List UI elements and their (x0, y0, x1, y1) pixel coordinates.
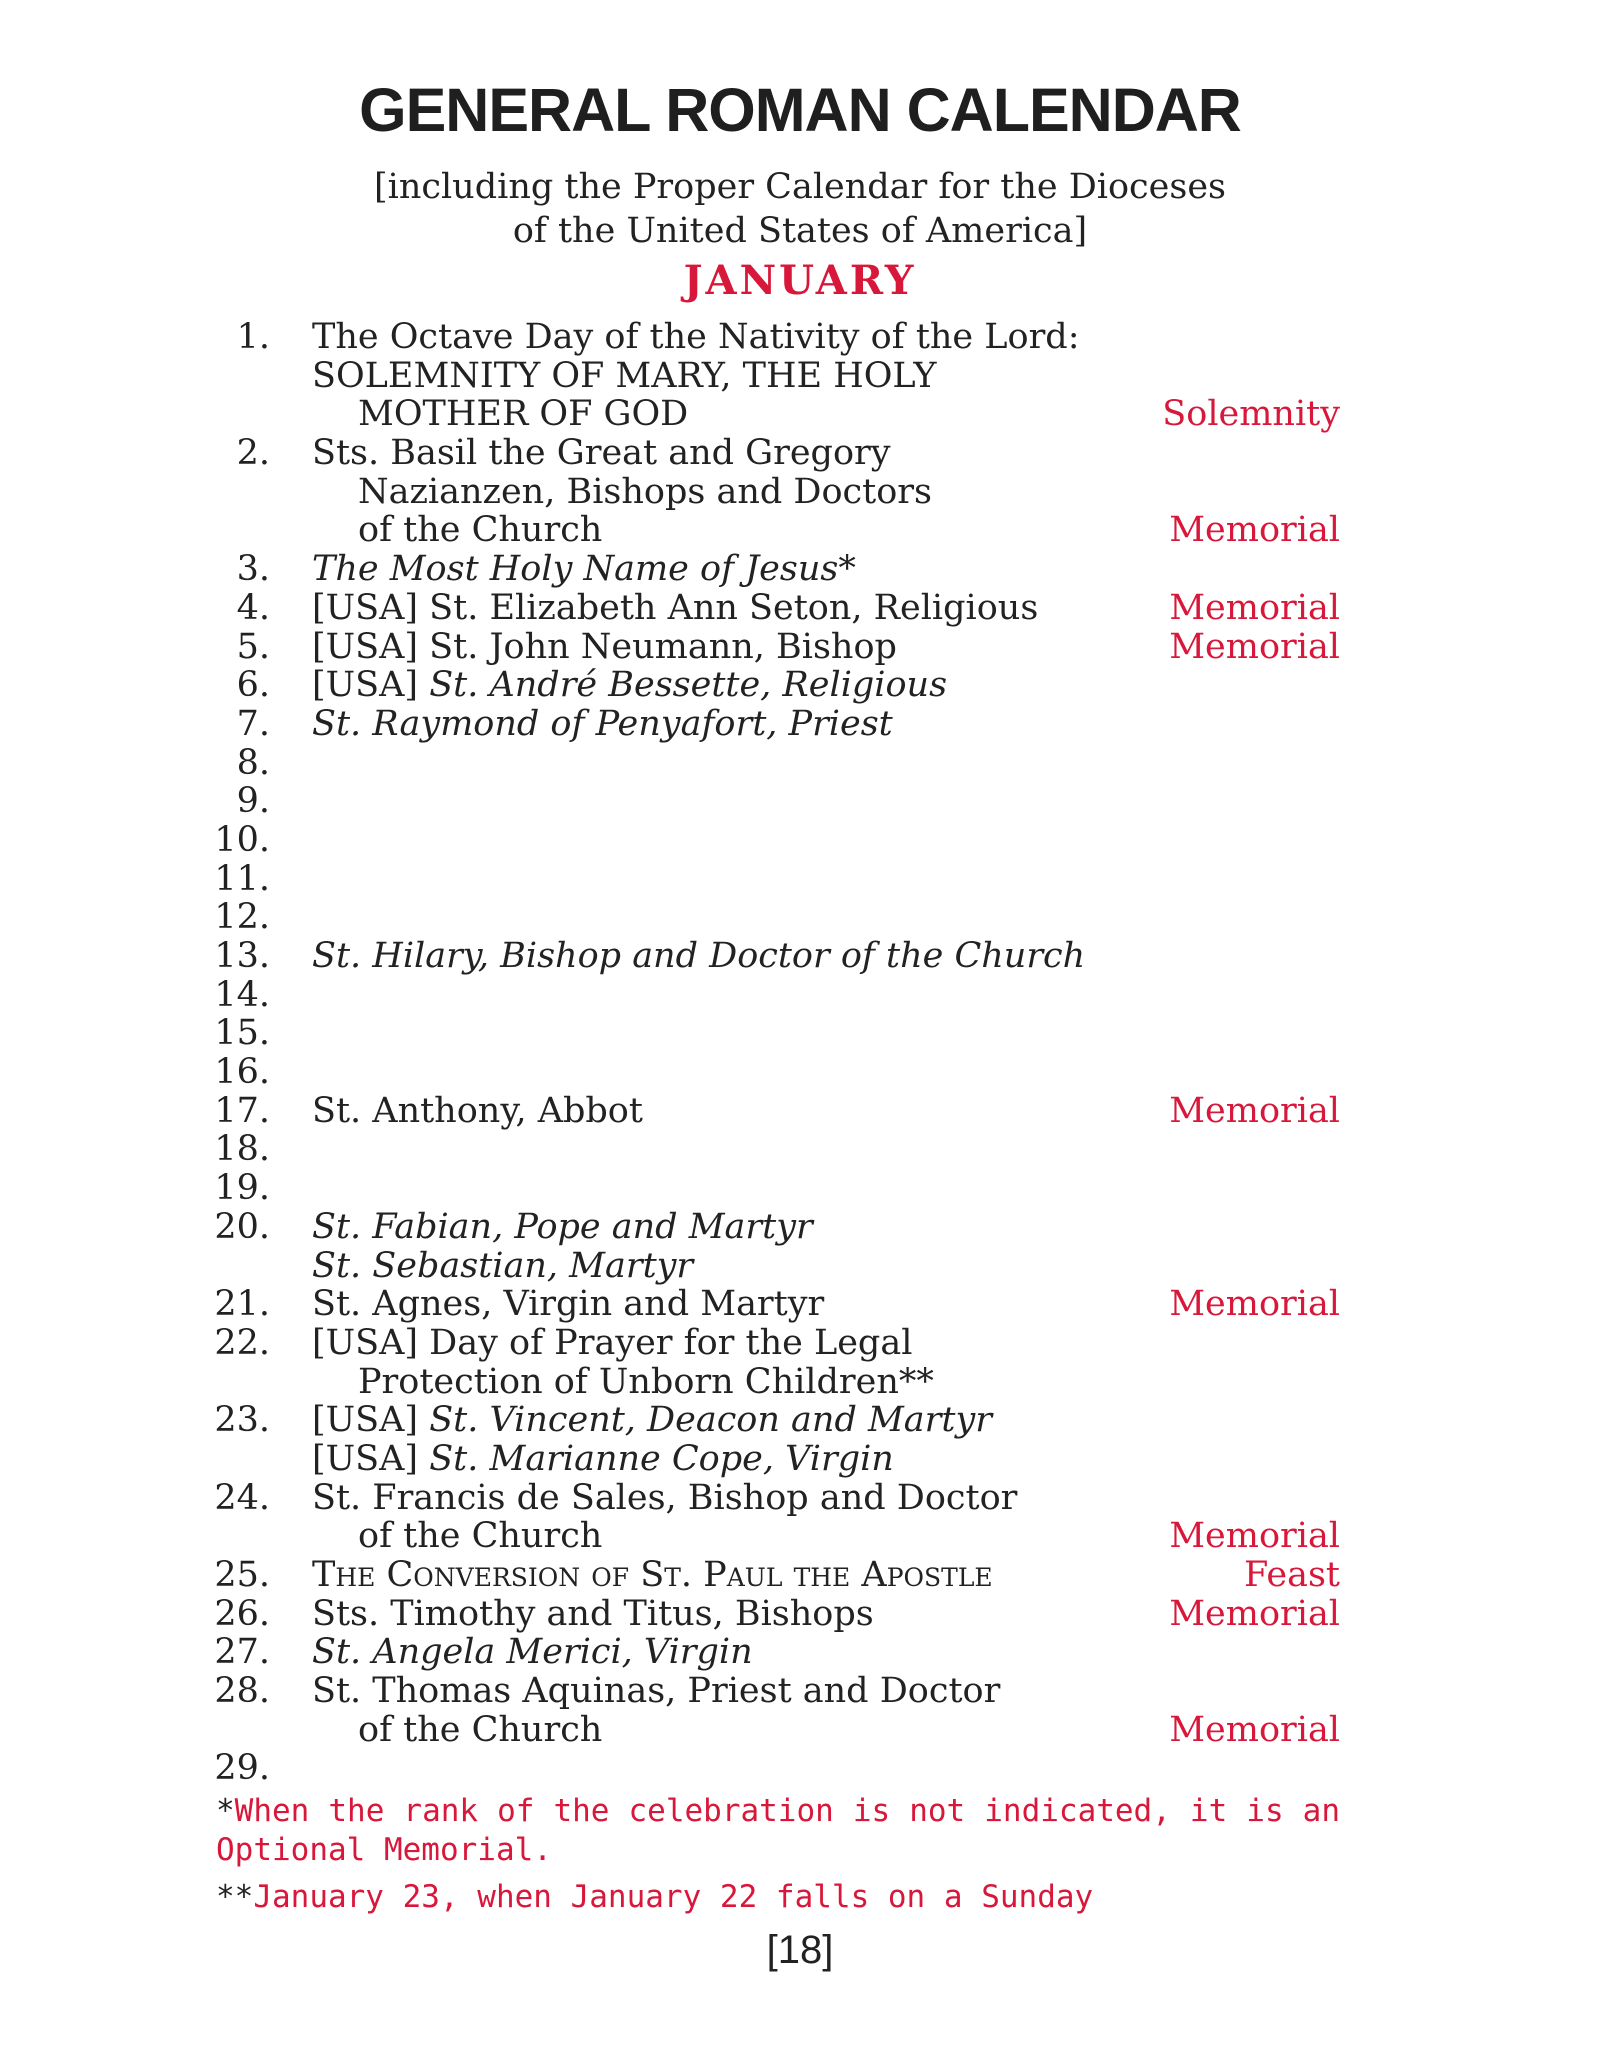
day-number: 6. (236, 665, 270, 706)
rank-label: Memorial (1169, 626, 1340, 667)
rank-label: Feast (1244, 1555, 1340, 1595)
day-number: 17. (214, 1090, 270, 1131)
celebration-italic: St. Marianne Cope, Virgin (429, 1438, 894, 1479)
rank-label: Memorial (1169, 1709, 1340, 1750)
calendar-line (200, 318, 1340, 357)
page-number: [18] (766, 1928, 834, 1972)
calendar-line (200, 1440, 1340, 1479)
celebration-plain: The Octave Day of the Nativity of the Lord: (312, 317, 1080, 357)
subtitle-line-1: [including the Proper Calendar for the Dioceses (374, 167, 1226, 207)
calendar-line (200, 1401, 1340, 1440)
calendar-line (200, 821, 1340, 860)
footnote-2-text: January 23, when January 22 falls on a Sunday (253, 1879, 1094, 1915)
calendar-line (200, 1363, 1340, 1402)
celebration-text (312, 1595, 874, 1634)
calendar-line (200, 860, 1340, 899)
celebration-text (312, 1285, 824, 1324)
footnote-1 (216, 1792, 1340, 1870)
calendar-line (200, 1247, 1340, 1286)
day-number: 14. (214, 974, 270, 1015)
celebration-plain: of the Church (358, 1516, 603, 1557)
celebration-text (312, 705, 893, 744)
footnote-1-mark: * (216, 1793, 235, 1829)
calendar-line (200, 898, 1340, 937)
celebration-plain: of the Church (358, 1709, 603, 1750)
calendar-line (200, 1285, 1340, 1324)
calendar-line (200, 976, 1340, 1015)
calendar-line (200, 1556, 1340, 1595)
calendar-line (200, 1092, 1340, 1131)
calendar-line (200, 473, 1340, 512)
calendar-line (200, 937, 1340, 976)
day-number: 27. (214, 1632, 270, 1673)
calendar-entries (200, 318, 1340, 1788)
celebration-text (358, 1711, 602, 1750)
calendar-line (200, 1749, 1340, 1788)
celebration-plain: St. Anthony, Abbot (312, 1090, 643, 1131)
calendar-line (200, 395, 1340, 434)
calendar-line (200, 511, 1340, 550)
month-heading: JANUARY (683, 257, 917, 304)
footnote-1-text: When the rank of the celebration is not indicated, it is an Optional Memorial. (216, 1793, 1340, 1868)
celebration-text (312, 1672, 1000, 1711)
celebration-plain: [USA] Day of Prayer for the Legal (312, 1322, 913, 1363)
celebration-text (312, 1247, 693, 1286)
celebration-italic: St. Sebastian, Martyr (312, 1245, 694, 1286)
day-number: 26. (214, 1593, 270, 1634)
celebration-plain: [USA] St. Elizabeth Ann Seton, Religious (312, 587, 1039, 628)
celebration-plain: Protection of Unborn Children** (358, 1361, 934, 1402)
day-number: 9. (236, 781, 270, 822)
day-number: 1. (236, 317, 270, 357)
celebration-plain: Nazianzen, Bishops and Doctors (358, 471, 932, 512)
celebration-plain: [USA] (312, 665, 430, 706)
day-number: 4. (236, 587, 270, 628)
calendar-line (200, 1169, 1340, 1208)
day-number: 20. (214, 1206, 270, 1247)
celebration-plain: Sts. Basil the Great and Gregory (312, 433, 891, 474)
calendar-line (200, 628, 1340, 667)
celebration-plain: [USA] (312, 1438, 430, 1479)
rank-label: Memorial (1169, 1090, 1340, 1131)
celebration-feast: The Conversion of St. Paul the Apostle (312, 1555, 993, 1595)
calendar-line (200, 589, 1340, 628)
celebration-italic: St. André Bessette, Religious (429, 665, 948, 706)
calendar-line (200, 550, 1340, 589)
day-number: 10. (214, 819, 270, 860)
rank-label: Memorial (1169, 587, 1340, 628)
celebration-italic: The Most Holy Name of Jesus (312, 549, 839, 590)
day-number: 21. (214, 1284, 270, 1325)
celebration-text (312, 937, 1085, 976)
day-number: 16. (214, 1052, 270, 1093)
celebration-text (312, 550, 856, 589)
celebration-plain: [USA] (312, 1400, 430, 1441)
day-number: 25. (214, 1555, 270, 1595)
celebration-plain: St. Francis de Sales, Bishop and Doctor (312, 1477, 1018, 1518)
rank-label: Solemnity (1162, 394, 1340, 435)
calendar-line (200, 1479, 1340, 1518)
day-number: 13. (214, 936, 270, 976)
calendar-line (200, 1517, 1340, 1556)
celebration-italic: St. Fabian, Pope and Martyr (312, 1206, 813, 1247)
footnote-2-mark: ** (216, 1879, 254, 1915)
celebration-text (312, 1324, 912, 1363)
calendar-line (200, 782, 1340, 821)
day-number: 5. (236, 626, 270, 667)
rank-label: Memorial (1169, 1516, 1340, 1557)
celebration-text (312, 357, 937, 396)
day-number: 12. (214, 897, 270, 938)
calendar-line (200, 666, 1340, 705)
celebration-text (312, 1440, 894, 1479)
celebration-plain: of the Church (358, 510, 603, 551)
calendar-line (200, 1595, 1340, 1634)
celebration-text (358, 1517, 602, 1556)
celebration-plain: * (838, 549, 856, 590)
celebration-text (358, 511, 602, 550)
day-number: 23. (214, 1400, 270, 1441)
celebration-text (312, 434, 891, 473)
rank-label: Memorial (1169, 1284, 1340, 1325)
footnotes (216, 1792, 1340, 1917)
calendar-line (200, 1711, 1340, 1750)
subtitle (0, 165, 1600, 253)
celebration-plain: SOLEMNITY OF MARY, THE HOLY (312, 355, 937, 396)
celebration-text (312, 628, 897, 667)
celebration-text (358, 395, 688, 434)
calendar-line (200, 434, 1340, 473)
celebration-italic: St. Vincent, Deacon and Martyr (429, 1400, 992, 1441)
day-number: 24. (214, 1477, 270, 1518)
celebration-text (312, 1633, 753, 1672)
celebration-text (312, 1092, 643, 1131)
calendar-line (200, 1014, 1340, 1053)
day-number: 7. (236, 703, 270, 744)
calendar-line (200, 1672, 1340, 1711)
celebration-plain: St. Thomas Aquinas, Priest and Doctor (312, 1671, 1001, 1712)
celebration-plain: [USA] St. John Neumann, Bishop (312, 626, 897, 667)
calendar-line (200, 357, 1340, 396)
calendar-line (200, 1208, 1340, 1247)
day-number: 8. (236, 742, 270, 783)
celebration-italic: St. Angela Merici, Virgin (312, 1632, 753, 1673)
page-title: GENERAL ROMAN CALENDAR (359, 76, 1241, 144)
subtitle-line-2: of the United States of America] (512, 211, 1088, 251)
calendar-line (200, 705, 1340, 744)
day-number: 15. (214, 1013, 270, 1054)
celebration-text (358, 1363, 934, 1402)
day-number: 28. (214, 1671, 270, 1712)
day-number: 19. (214, 1168, 270, 1209)
celebration-text (358, 473, 932, 512)
day-number: 22. (214, 1322, 270, 1363)
day-number: 3. (236, 549, 270, 590)
celebration-italic: St. Raymond of Penyafort, Priest (312, 703, 893, 744)
celebration-text (312, 1401, 992, 1440)
celebration-text (312, 1208, 813, 1247)
footnote-2 (216, 1878, 1340, 1917)
celebration-text (312, 589, 1038, 628)
calendar-line (200, 1053, 1340, 1092)
celebration-italic: St. Hilary, Bishop and Doctor of the Church (312, 936, 1086, 976)
celebration-plain: Sts. Timothy and Titus, Bishops (312, 1593, 874, 1634)
rank-label: Memorial (1169, 510, 1340, 551)
celebration-text (312, 1479, 1017, 1518)
calendar-line (200, 1130, 1340, 1169)
celebration-text (312, 318, 1080, 357)
celebration-text (312, 1556, 993, 1595)
celebration-plain: MOTHER OF GOD (358, 394, 689, 435)
celebration-plain: St. Agnes, Virgin and Martyr (312, 1284, 825, 1325)
calendar-line (200, 1633, 1340, 1672)
day-number: 18. (214, 1129, 270, 1170)
calendar-line (200, 744, 1340, 783)
rank-label: Memorial (1169, 1593, 1340, 1634)
day-number: 29. (214, 1748, 270, 1789)
day-number: 2. (236, 433, 270, 474)
celebration-text (312, 666, 947, 705)
day-number: 11. (214, 858, 270, 899)
calendar-line (200, 1324, 1340, 1363)
